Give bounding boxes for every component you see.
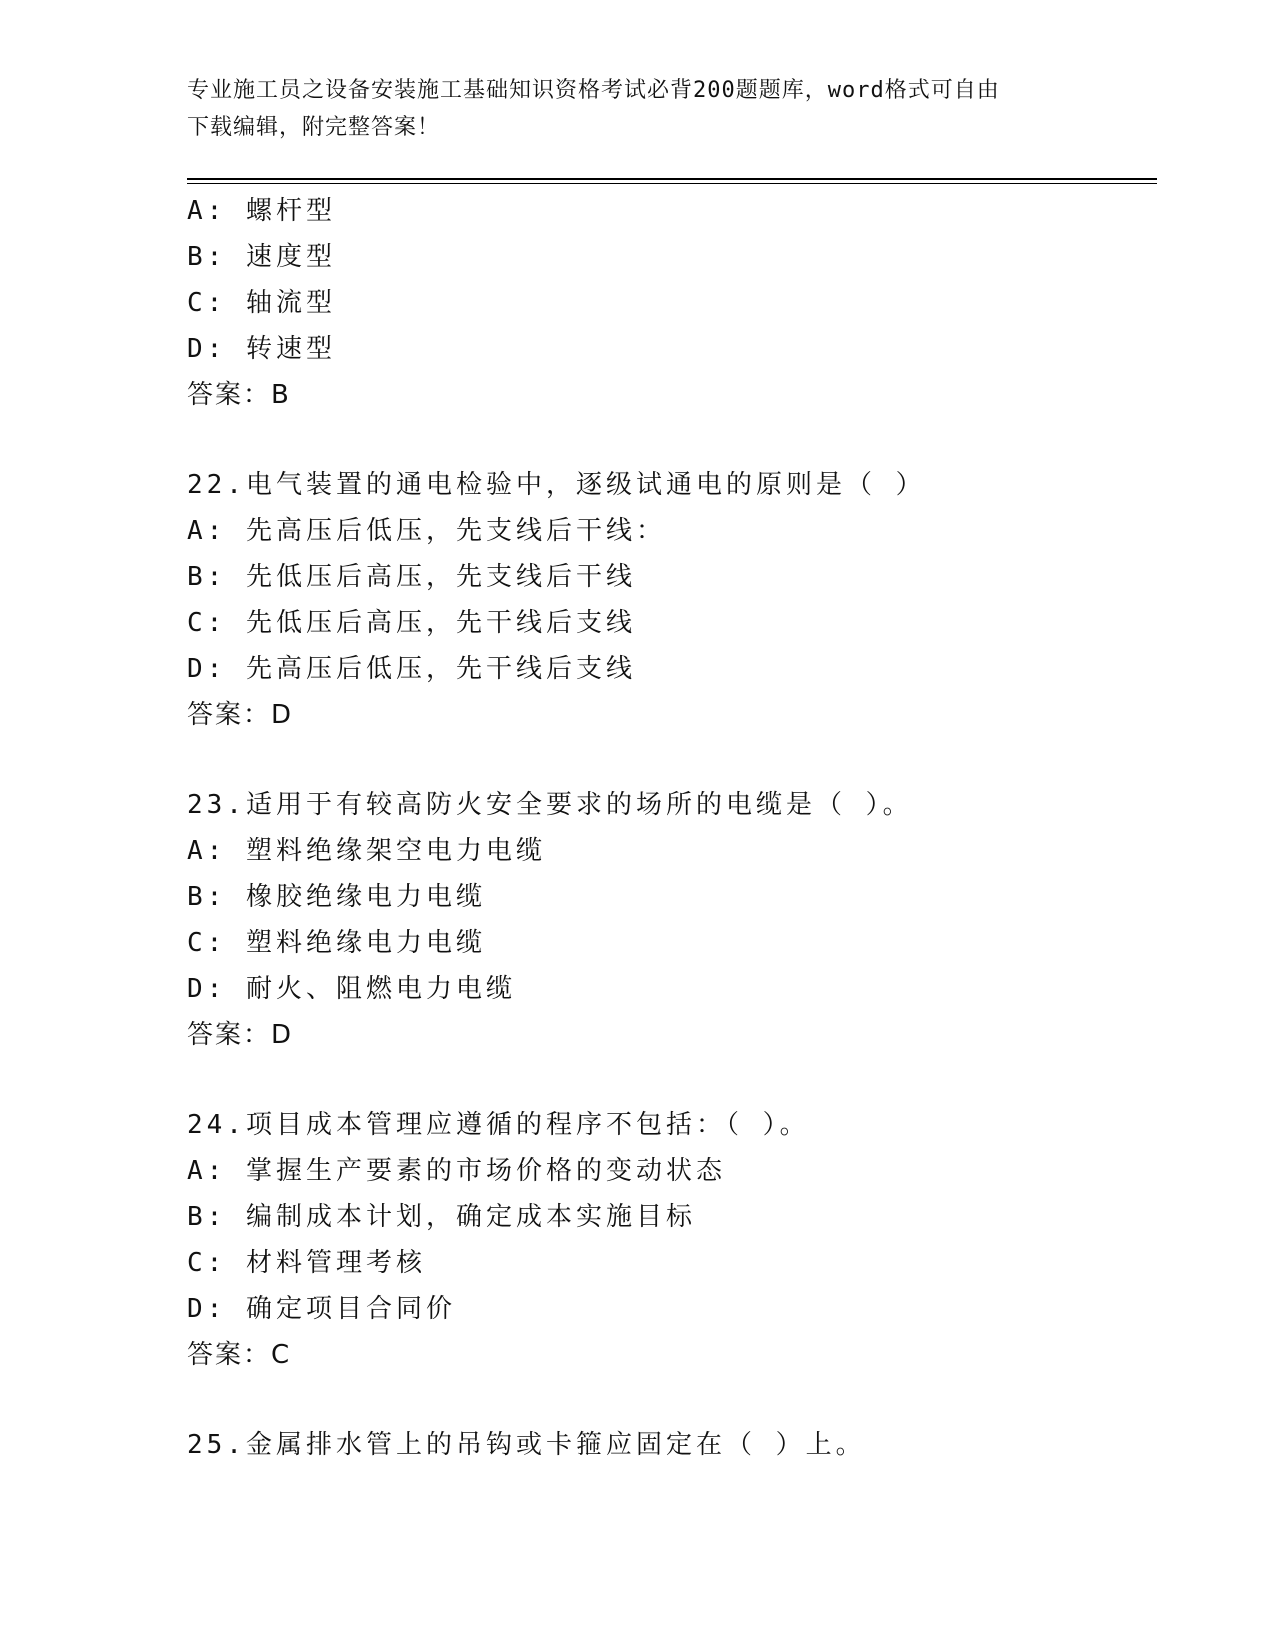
question-24-block <box>187 1102 1157 1378</box>
q22-option-d: D: 先高压后低压，先干线后支线 <box>187 654 636 684</box>
spacer <box>187 738 1157 782</box>
q21-option-b: B: 速度型 <box>187 242 336 272</box>
q23-question: 23.适用于有较高防火安全要求的场所的电缆是（ ）。 <box>187 790 913 820</box>
q22-question: 22.电气装置的通电检验中，逐级试通电的原则是（ ） <box>187 470 926 500</box>
q24-option-a: A: 掌握生产要素的市场价格的变动状态 <box>187 1156 726 1186</box>
q23-option-d: D: 耐火、阻燃电力电缆 <box>187 974 516 1004</box>
q23-answer: 答案：D <box>187 1020 294 1050</box>
question-21-block <box>187 188 1157 418</box>
q22-answer: 答案：D <box>187 700 294 730</box>
spacer <box>187 1058 1157 1102</box>
question-22-block <box>187 462 1157 738</box>
q24-question: 24.项目成本管理应遵循的程序不包括：（ ）。 <box>187 1110 810 1140</box>
q22-option-b: B: 先低压后高压，先支线后干线 <box>187 562 636 592</box>
q24-option-c: C: 材料管理考核 <box>187 1248 426 1278</box>
q21-option-a: A: 螺杆型 <box>187 196 336 226</box>
header-divider <box>187 178 1157 184</box>
q22-option-a: A: 先高压后低压，先支线后干线： <box>187 516 666 546</box>
q24-option-b: B: 编制成本计划，确定成本实施目标 <box>187 1202 696 1232</box>
q22-option-c: C: 先低压后高压，先干线后支线 <box>187 608 636 638</box>
q25-question: 25.金属排水管上的吊钩或卡箍应固定在（ ）上。 <box>187 1430 866 1460</box>
header-title-line-2: 下载编辑，附完整答案！ <box>187 115 441 140</box>
spacer <box>187 1378 1157 1422</box>
document-header <box>187 72 1087 146</box>
spacer <box>187 418 1157 462</box>
q23-option-b: B: 橡胶绝缘电力电缆 <box>187 882 486 912</box>
q21-option-c: C: 轴流型 <box>187 288 336 318</box>
question-list <box>187 188 1157 1468</box>
q21-answer: 答案：B <box>187 380 291 410</box>
q23-option-c: C: 塑料绝缘电力电缆 <box>187 928 486 958</box>
question-23-block <box>187 782 1157 1058</box>
question-25-block <box>187 1422 1157 1468</box>
q23-option-a: A: 塑料绝缘架空电力电缆 <box>187 836 546 866</box>
header-title-line-1: 专业施工员之设备安装施工基础知识资格考试必背200题题库，word格式可自由 <box>187 78 1000 103</box>
q24-answer: 答案：C <box>187 1340 292 1370</box>
q21-option-d: D: 转速型 <box>187 334 336 364</box>
q24-option-d: D: 确定项目合同价 <box>187 1294 456 1324</box>
